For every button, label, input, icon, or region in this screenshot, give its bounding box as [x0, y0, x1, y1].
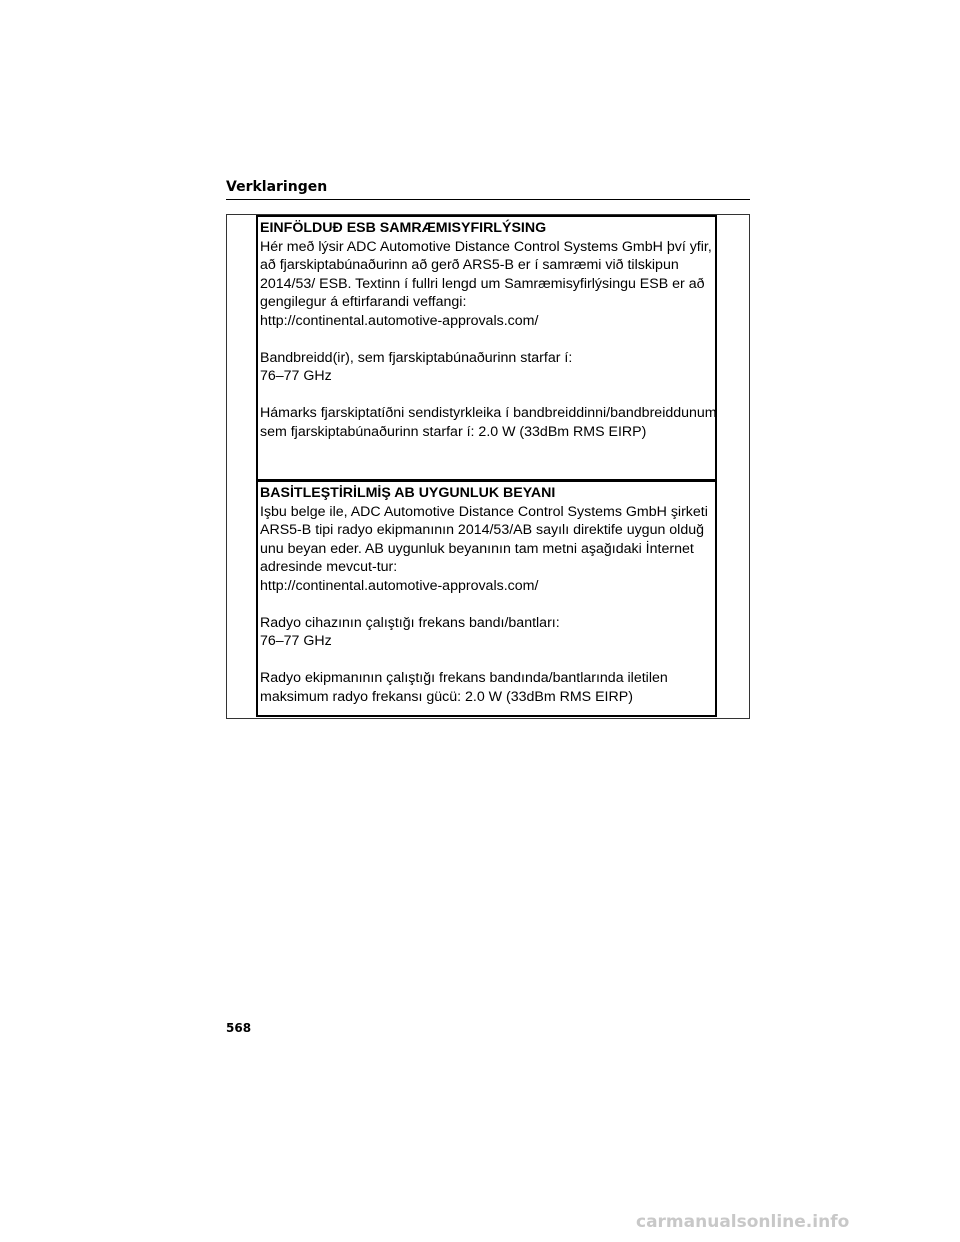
icelandic-url: http://continental.automotive-approvals.com/ [260, 312, 539, 329]
turkish-power: maksimum radyo frekansı gücü: 2.0 W (33dBm RMS EIRP) [260, 688, 633, 705]
turkish-frequency: 76–77 GHz [260, 633, 332, 649]
turkish-declaration-box [256, 480, 717, 717]
icelandic-line: Hámarks fjarskiptatíðni sendistyrkleika í bandbreiddinni/bandbreiddunum [260, 405, 717, 421]
spacer [260, 595, 715, 614]
watermark: carmanualsonline.info [636, 1212, 850, 1232]
icelandic-heading: EINFÖLDUÐ ESB SAMRÆMISYFIRLÝSING [260, 220, 547, 236]
turkish-heading: BASİTLEŞTİRİLMİŞ AB UYGUNLUK BEYANI [260, 485, 556, 501]
spacer [260, 330, 715, 349]
spacer [260, 386, 715, 405]
icelandic-line: gengilegur á eftirfarandi veffangi: [260, 294, 467, 310]
turkish-line: adresinde mevcut-tur: [260, 559, 398, 575]
page-number: 568 [226, 1021, 252, 1035]
icelandic-line: að fjarskiptabúnaðurinn að gerð ARS5-B er í samræmi við tilskipun [260, 257, 679, 273]
icelandic-declaration-box [256, 215, 717, 481]
section-title: Verklaringen [226, 179, 328, 195]
turkish-line: Işbu belge ile, ADC Automotive Distance Control Systems GmbH şirketi [260, 503, 708, 520]
spacer [260, 651, 715, 670]
header-rule [226, 199, 750, 200]
icelandic-frequency: 76–77 GHz [260, 368, 332, 384]
icelandic-power: sem fjarskiptabúnaðurinn starfar í: 2.0 W (33dBm RMS EIRP) [260, 423, 647, 440]
turkish-line: ARS5-B tipi radyo ekipmanının 2014/53/AB sayılı direktife uygun olduğ [260, 522, 705, 538]
turkish-line: Radyo cihazının çalıştığı frekans bandı/bantları: [260, 614, 560, 631]
turkish-line: Radyo ekipmanının çalıştığı frekans bandında/bantlarında iletilen [260, 670, 668, 686]
icelandic-line: 2014/53/ ESB. Textinn í fullri lengd um Samræmisyfirlýsingu ESB er að [260, 275, 705, 292]
turkish-url: http://continental.automotive-approvals.com/ [260, 577, 539, 594]
turkish-line: unu beyan eder. AB uygunluk beyanının tam metni aşağıdaki İnternet [260, 540, 694, 557]
icelandic-line: Hér með lýsir ADC Automotive Distance Control Systems GmbH því yfir, [260, 238, 712, 255]
icelandic-line: Bandbreidd(ir), sem fjarskiptabúnaðurinn starfar í: [260, 349, 573, 366]
